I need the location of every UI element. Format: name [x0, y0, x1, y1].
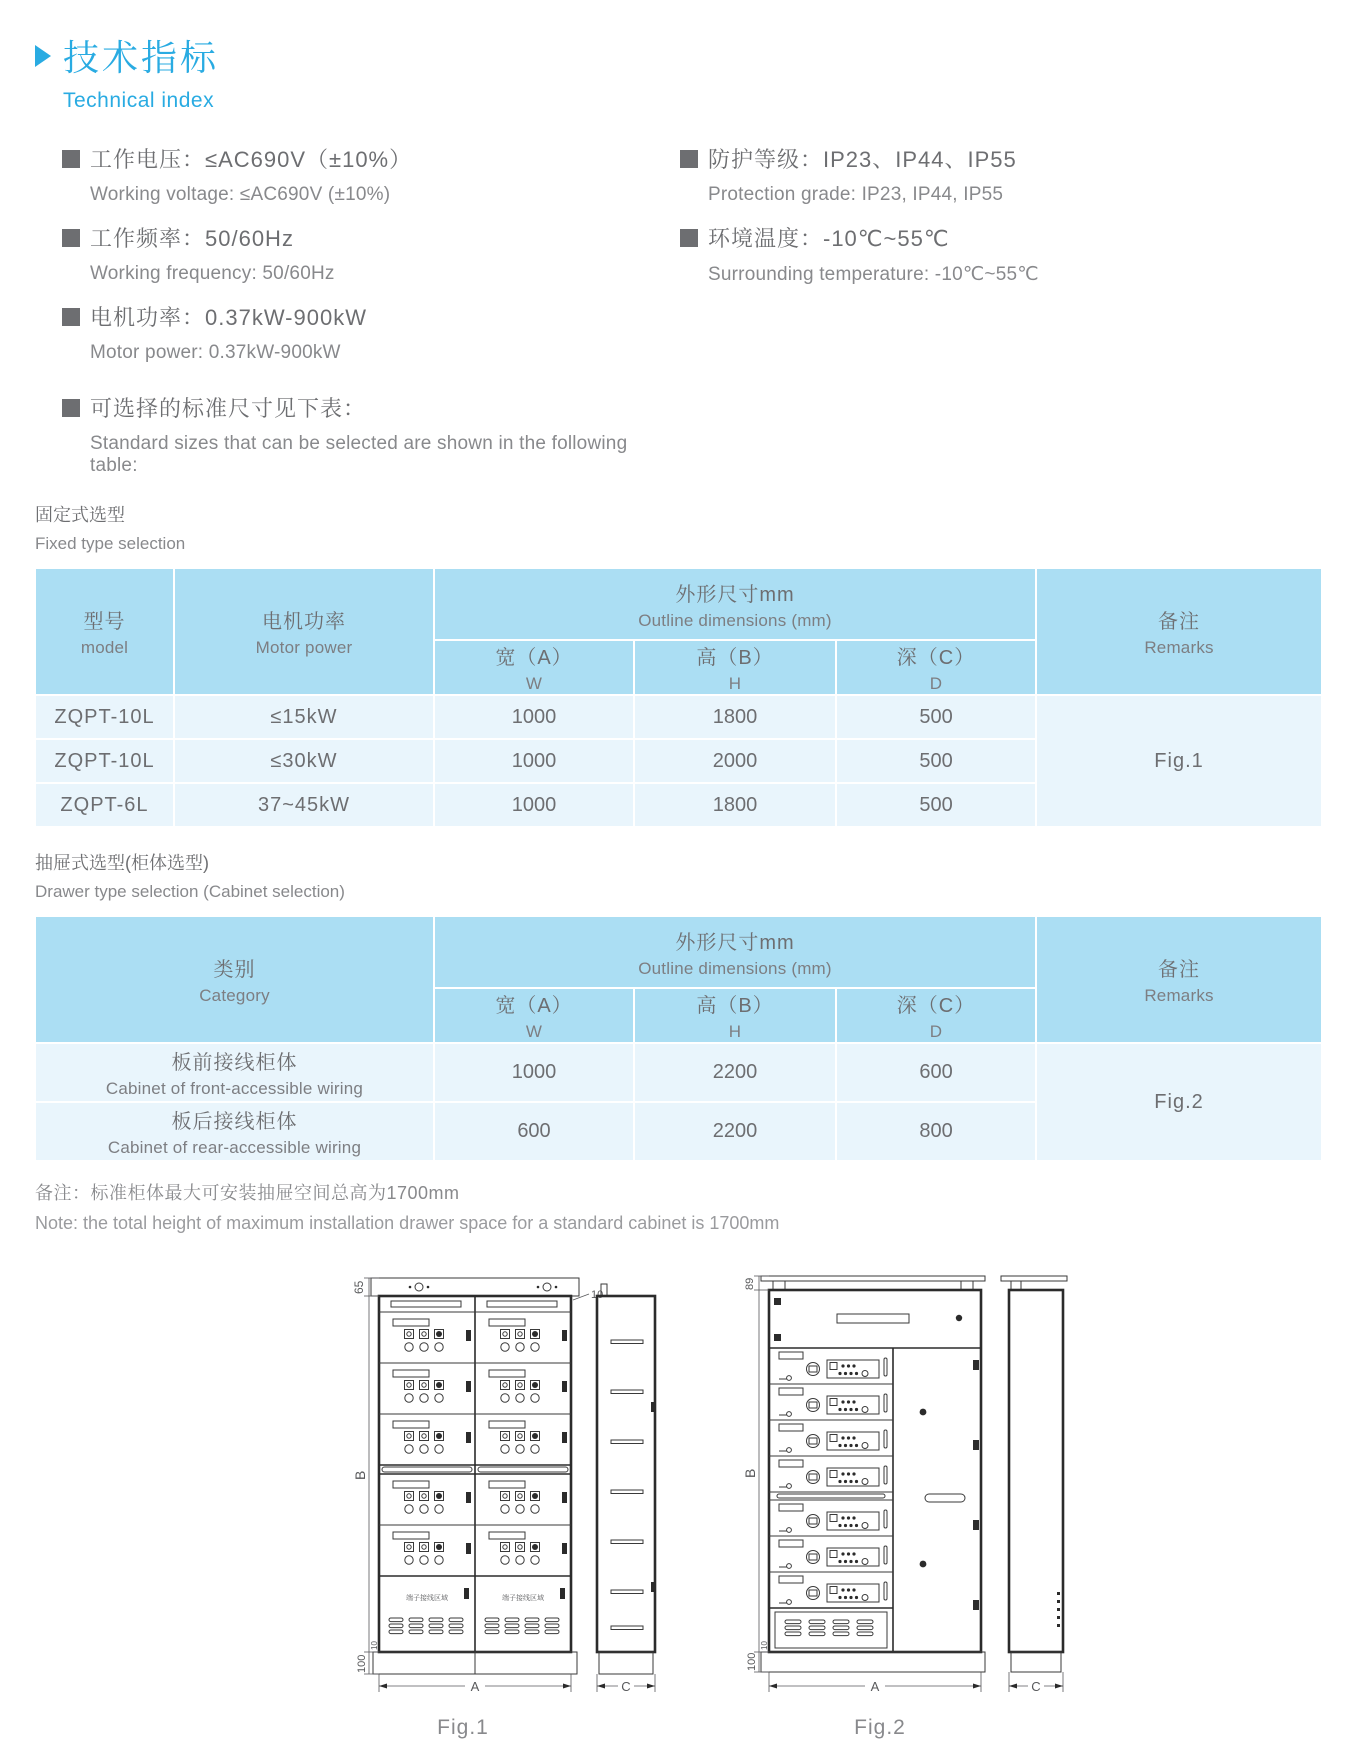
- square-bullet-icon: [62, 150, 80, 168]
- col-header-depth: 深（C） D: [836, 988, 1036, 1043]
- fig2-dim-C: C: [1031, 1679, 1041, 1694]
- cell-depth: 500: [836, 783, 1036, 827]
- square-bullet-icon: [680, 150, 698, 168]
- figures-row: [335, 1252, 1322, 1740]
- table-row: [35, 695, 1322, 739]
- spec-protection-grade: [680, 143, 1280, 206]
- cell-model: ZQPT-10L: [35, 739, 174, 783]
- fig2-dim-89: 89: [744, 1277, 756, 1290]
- cell-power: ≤15kW: [174, 695, 434, 739]
- spec-cn-text: 可选择的标准尺寸见下表：: [90, 396, 367, 421]
- fig1-drawing: [335, 1252, 681, 1712]
- square-bullet-icon: [680, 229, 698, 247]
- fixed-type-table: [35, 568, 1322, 827]
- figure-1: [335, 1252, 681, 1740]
- spec-en-text: Standard sizes that can be selected are shown in the following table:: [90, 433, 628, 476]
- fig1-dim-A: A: [470, 1679, 480, 1694]
- cell-width: 1000: [434, 739, 634, 783]
- fig1-dim-65: 65: [352, 1280, 366, 1294]
- fig2-dim-A: A: [870, 1679, 880, 1694]
- spec-motor-power: [62, 301, 680, 364]
- fig2-dim-100: 100: [746, 1652, 758, 1671]
- spec-cn-text: 防护等级：IP23、IP44、IP55: [708, 147, 1017, 172]
- cell-model: ZQPT-6L: [35, 783, 174, 827]
- fig2-dim-10: 10: [760, 1641, 769, 1650]
- fig1-dim-B: B: [352, 1470, 368, 1480]
- cell-depth: 500: [836, 695, 1036, 739]
- square-bullet-icon: [62, 399, 80, 417]
- fig1-terminal-label-left: 端子接线区域: [406, 1595, 448, 1602]
- fig1-caption: Fig.1: [437, 1716, 489, 1739]
- fig1-terminal-label-right: 端子接线区域: [502, 1595, 544, 1602]
- spec-standard-sizes: [62, 392, 680, 477]
- cell-power: 37~45kW: [174, 783, 434, 827]
- spec-cn-text: 环境温度：-10℃~55℃: [708, 226, 950, 251]
- page-title: 技术指标: [63, 37, 220, 78]
- spec-working-frequency: [62, 222, 680, 285]
- col-header-depth: 深（C） D: [836, 640, 1036, 695]
- cell-width: 600: [434, 1102, 634, 1161]
- cell-width: 1000: [434, 695, 634, 739]
- cell-depth: 500: [836, 739, 1036, 783]
- cell-depth: 600: [836, 1043, 1036, 1102]
- fixed-section-title-en: Fixed type selection: [35, 534, 186, 553]
- cell-model: ZQPT-10L: [35, 695, 174, 739]
- figure-2: [727, 1252, 1073, 1740]
- table-row: [35, 1043, 1322, 1102]
- drawer-type-table: [35, 916, 1322, 1161]
- cell-remarks-fig1: Fig.1: [1036, 695, 1322, 827]
- cell-depth: 800: [836, 1102, 1036, 1161]
- drawer-section-title-cn: 抽屉式选型(柜体选型): [35, 853, 209, 873]
- fig2-drawing: [727, 1252, 1073, 1712]
- drawer-section-title-en: Drawer type selection (Cabinet selection): [35, 882, 345, 901]
- col-header-outline-dimensions: 外形尺寸mm Outline dimensions (mm): [434, 916, 1036, 988]
- cell-height: 1800: [634, 783, 836, 827]
- cell-remarks-fig2: Fig.2: [1036, 1043, 1322, 1161]
- cell-height: 2000: [634, 739, 836, 783]
- spec-surrounding-temperature: [680, 222, 1280, 286]
- col-header-model: 型号 model: [35, 568, 174, 695]
- col-header-category: 类别 Category: [35, 916, 434, 1043]
- fig1-dim-10t: 10: [591, 1289, 604, 1301]
- col-header-height: 高（B） H: [634, 640, 836, 695]
- spec-cn-text: 工作频率：50/60Hz: [90, 226, 294, 251]
- arrow-bullet-icon: [35, 45, 51, 67]
- page-header: [35, 30, 1322, 81]
- spec-en-text: Working frequency: 50/60Hz: [90, 263, 335, 284]
- spec-cn-text: 工作电压：≤AC690V（±10%）: [90, 147, 413, 172]
- col-header-height: 高（B） H: [634, 988, 836, 1043]
- fig1-dim-10b: 10: [370, 1641, 379, 1650]
- spec-cn-text: 电机功率：0.37kW-900kW: [90, 305, 367, 330]
- col-header-remarks: 备注 Remarks: [1036, 568, 1322, 695]
- square-bullet-icon: [62, 229, 80, 247]
- spec-list: [35, 143, 1322, 493]
- cell-height: 1800: [634, 695, 836, 739]
- fig2-caption: Fig.2: [854, 1716, 906, 1739]
- note-cn: 备注：标准柜体最大可安装抽屉空间总高为1700mm: [35, 1183, 460, 1203]
- col-header-width: 宽（A） W: [434, 640, 634, 695]
- fig1-dim-100: 100: [356, 1654, 368, 1673]
- col-header-motor-power: 电机功率 Motor power: [174, 568, 434, 695]
- fixed-section-title-cn: 固定式选型: [35, 505, 125, 525]
- cell-width: 1000: [434, 783, 634, 827]
- spec-column-right: [680, 143, 1280, 493]
- col-header-outline-dimensions: 外形尺寸mm Outline dimensions (mm): [434, 568, 1036, 640]
- col-header-remarks: 备注 Remarks: [1036, 916, 1322, 1043]
- cell-category: 板前接线柜体 Cabinet of front-accessible wiring: [35, 1043, 434, 1102]
- cell-power: ≤30kW: [174, 739, 434, 783]
- cell-category: 板后接线柜体 Cabinet of rear-accessible wiring: [35, 1102, 434, 1161]
- col-header-width: 宽（A） W: [434, 988, 634, 1043]
- page-subtitle: Technical index: [63, 89, 215, 112]
- cell-width: 1000: [434, 1043, 634, 1102]
- note-en: Note: the total height of maximum installation drawer space for a standard cabinet is 1700mm: [35, 1213, 780, 1233]
- square-bullet-icon: [62, 308, 80, 326]
- cell-height: 2200: [634, 1102, 836, 1161]
- spec-en-text: Working voltage: ≤AC690V (±10%): [90, 184, 391, 205]
- spec-en-text: Surrounding temperature: -10℃~55℃: [708, 264, 1039, 285]
- cell-height: 2200: [634, 1043, 836, 1102]
- spec-en-text: Motor power: 0.37kW-900kW: [90, 342, 341, 363]
- spec-column-left: [35, 143, 680, 493]
- fig2-dim-B: B: [742, 1468, 758, 1478]
- spec-en-text: Protection grade: IP23, IP44, IP55: [708, 184, 1004, 205]
- fig1-dim-C: C: [621, 1679, 631, 1694]
- spec-working-voltage: [62, 143, 680, 206]
